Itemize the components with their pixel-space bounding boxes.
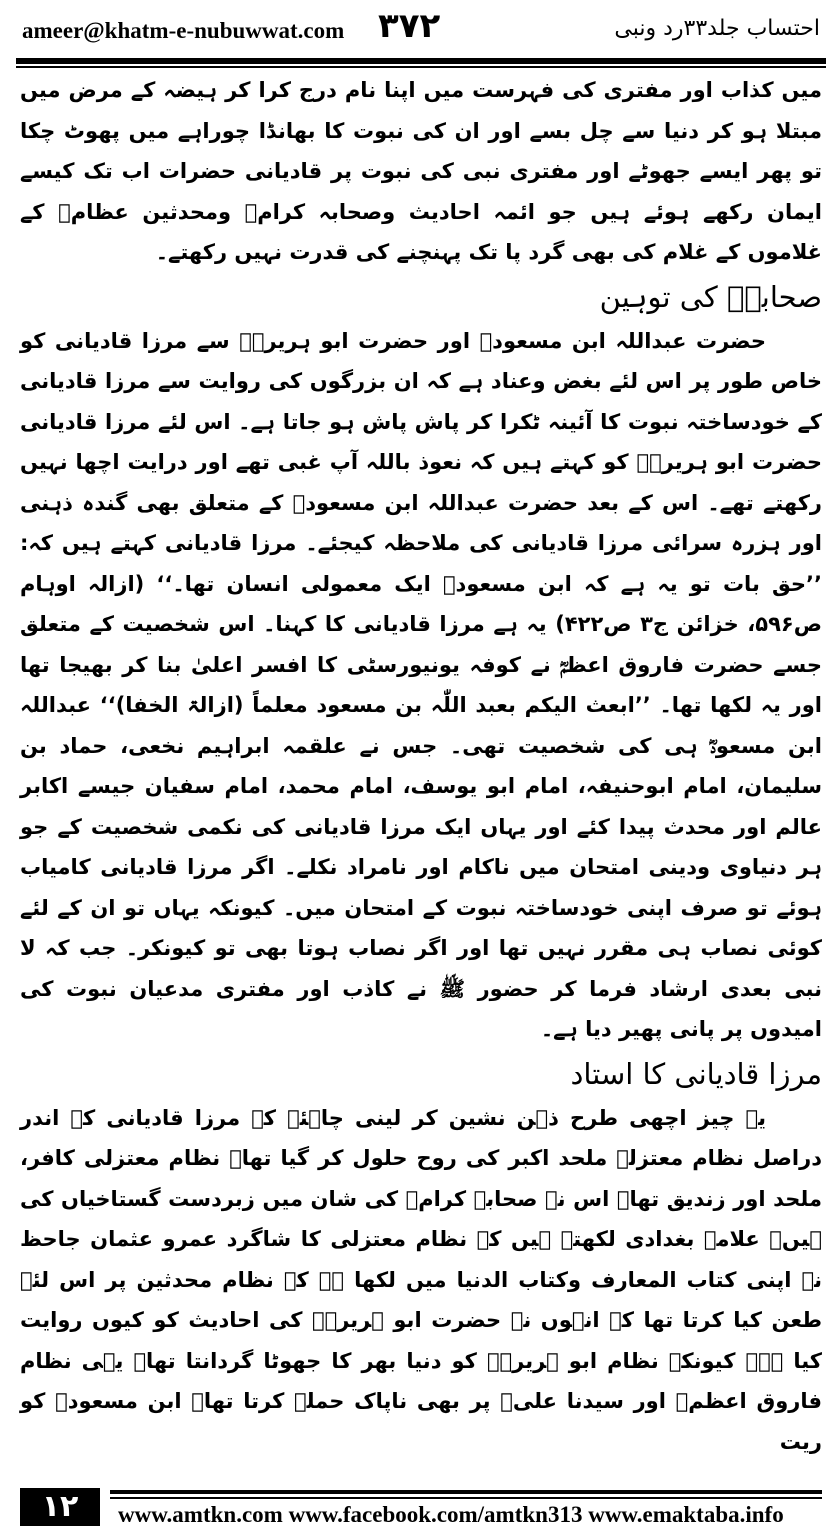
running-title: احتساب جلد۳۳رد ونبی bbox=[614, 16, 820, 41]
header-email: ameer@khatm-e-nubuwwat.com bbox=[22, 18, 345, 43]
heading-sahaba-insult: صحابہؓ کی توہین bbox=[599, 279, 822, 314]
paragraph-1: میں کذاب اور مفتری کی فہرست میں اپنا نام درج کرا کر ہیضہ کے مرض میں مبتلا ہو کر دنیا سے چل بسے اور ان کی نبوت کا بھانڈا چوراہے میں پھوٹ چکا تو پھر ایسے جھوٹے اور مفتری نبی کی نبوت پر قادیانی حضرات اب تک کیسے ایمان رکھے ہوئے ہیں جو ائمہ احادیث وصحابہ کرامؓ ومحدثین عظامؒ کے غلاموں کے غلام کی بھی گرد پا تک پہنچنے کی قدرت نہیں رکھتے۔ bbox=[20, 78, 822, 264]
header-rule-thin bbox=[16, 66, 826, 68]
page-footer bbox=[0, 1480, 840, 1540]
page-number: ۳۷۲ bbox=[378, 6, 441, 46]
heading-mirza-teacher: مرزا قادیانی کا استاد bbox=[570, 1056, 822, 1091]
footer-rule-thin bbox=[110, 1497, 822, 1499]
footer-urls: www.amtkn.com www.facebook.com/amtkn313 www.emaktaba.info bbox=[118, 1502, 784, 1527]
footer-rule-thick bbox=[110, 1490, 822, 1494]
page-body bbox=[20, 70, 822, 1462]
page-header bbox=[0, 0, 840, 68]
paragraph-3: یہ چیز اچھی طرح ذہن نشین کر لینی چاہئے کہ مرزا قادیانی کے اندر دراصل نظام معتزلہ ملحد اکبر کی روح حلول کر گیا تھا۔ نظام معتزلی کافر، ملحد اور زندیق تھا۔ اس نے صحابہ کرامؓ کی شان میں زبردست گستاخیاں کی ہیں۔ علامہ بغدادی لکھتے ہیں کہ نظام معتزلی کا شاگرد عمرو عثمان جاحظ نے اپنی کتاب المعارف وکتاب الدنیا میں لکھا ہے کہ نظام محدثین پر اس لئے طعن کیا کرتا تھا کہ انہوں نے حضرت ابو ہریرہؓ کی احادیث کو کیوں روایت کیا ہے۔ کیونکہ نظام ابو ہریرہؓ کو دنیا بھر کا جھوٹا گردانتا تھا۔ یہی نظام فاروق اعظمؓ اور سیدنا علیؓ پر بھی ناپاک حملے کرتا تھا۔ ابن مسعودؓ کو ریت bbox=[20, 1105, 822, 1454]
footer-number: ۱۲ bbox=[20, 1488, 100, 1526]
header-rule-thick bbox=[16, 58, 826, 64]
paragraph-2: حضرت عبداللہ ابن مسعودؓ اور حضرت ابو ہریرہؓ سے مرزا قادیانی کو خاص طور پر اس لئے بغض وعناد ہے کہ ان بزرگوں کی روایت سے مرزا قادیانی کے خودساختہ نبوت کا آئینہ ٹکرا کر پاش پاش ہو جاتا ہے۔ اس لئے مرزا قادیانی حضرت ابو ہریرہؓ کو کہتے ہیں کہ نعوذ باللہ آپ غبی تھے اور درایت اچھا نہیں رکھتے تھے۔ اس کے بعد حضرت عبداللہ ابن مسعودؓ کے متعلق بھی گندہ ذہنی اور ہزرہ سرائی مرزا قادیانی کی ملاحظہ کیجئے۔ مرزا قادیانی کہتے ہیں کہ: ’’حق بات تو یہ ہے کہ ابن مسعودؓ ایک معمولی انسان تھا۔‘‘ (ازالہ اوہام ص۵۹۶، خزائن ج۳ ص۴۲۲) یہ ہے مرزا قادیانی کا کہنا۔ اس شخصیت کے متعلق جسے حضرت فاروق اعظمؓ نے کوفہ یونیورسٹی کا افسر اعلیٰ بنا کر بھیجا تھا اور یہ لکھا تھا۔ ’’ابعث الیکم بعبد اللّٰہ بن مسعود معلماً (ازالۃ الخفا)‘‘ عبداللہ ابن مسعودؓ ہی کی شخصیت تھی۔ جس نے علقمہ ابراہیم نخعی، حماد بن سلیمان، امام ابوحنیفہ، امام ابو یوسف، امام محمد، امام سفیان جیسے اکابر عالم اور محدث پیدا کئے اور یہاں ایک مرزا قادیانی کی نکمی شخصیت کے جو ہر دنیاوی ودینی امتحان میں ناکام اور نامراد نکلے۔ اگر مرزا قادیانی کامیاب ہوئے تو صرف اپنی خودساختہ نبوت کے امتحان میں۔ کیونکہ یہاں تو ان کے لئے کوئی نصاب ہی مقرر نہیں تھا اور اگر نصاب ہوتا بھی تو کیونکر۔ جب کہ لا نبی بعدی ارشاد فرما کر حضور ﷺ نے کاذب اور مفتری مدعیان نبوت کی امیدوں پر پانی پھیر دیا ہے۔ bbox=[20, 328, 822, 1041]
